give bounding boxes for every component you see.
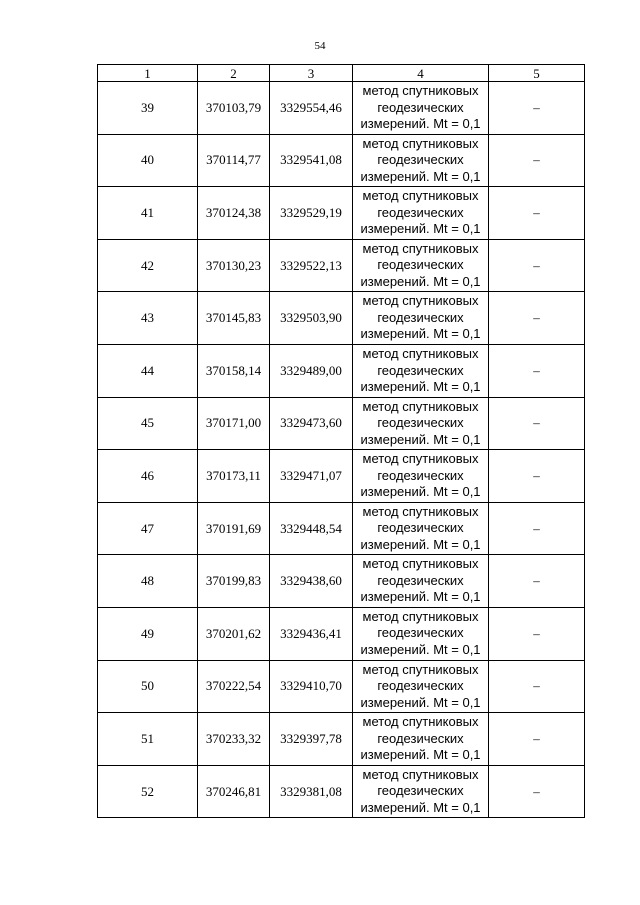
point-number-cell: 47 [98, 502, 198, 555]
method-line: метод спутниковых [362, 135, 479, 151]
x-coordinate-cell: 370145,83 [198, 292, 270, 345]
method-line: измерений. Mt = 0,1 [360, 326, 481, 342]
method-line: геодезических [377, 99, 464, 115]
method-line: измерений. Mt = 0,1 [360, 484, 481, 500]
table-body [98, 82, 585, 818]
method-line: измерений. Mt = 0,1 [360, 589, 481, 605]
x-coordinate-cell: 370199,83 [198, 555, 270, 608]
method-line: метод спутниковых [362, 188, 479, 204]
method-line: геодезических [377, 309, 464, 325]
method-line: геодезических [377, 257, 464, 273]
method-line: геодезических [377, 572, 464, 588]
note-cell: – [489, 660, 585, 713]
x-coordinate-cell: 370191,69 [198, 502, 270, 555]
table-row [98, 713, 585, 766]
column-header-3: 3 [270, 65, 353, 82]
method-cell [353, 292, 489, 345]
method-cell [353, 450, 489, 503]
point-number-cell: 49 [98, 607, 198, 660]
point-number-cell: 46 [98, 450, 198, 503]
table-row [98, 502, 585, 555]
method-line: метод спутниковых [362, 398, 479, 414]
coordinates-table [97, 64, 585, 818]
method-cell [353, 765, 489, 818]
note-cell: – [489, 187, 585, 240]
method-line: метод спутниковых [362, 83, 479, 99]
table-row [98, 765, 585, 818]
method-line: геодезических [377, 362, 464, 378]
y-coordinate-cell: 3329522,13 [270, 239, 353, 292]
method-line: метод спутниковых [362, 503, 479, 519]
note-cell: – [489, 292, 585, 345]
note-cell: – [489, 607, 585, 660]
point-number-cell: 43 [98, 292, 198, 345]
method-line: геодезических [377, 520, 464, 536]
method-line: метод спутниковых [362, 556, 479, 572]
method-line: геодезических [377, 625, 464, 641]
point-number-cell: 51 [98, 713, 198, 766]
method-line: метод спутниковых [362, 346, 479, 362]
x-coordinate-cell: 370246,81 [198, 765, 270, 818]
table-row [98, 187, 585, 240]
x-coordinate-cell: 370222,54 [198, 660, 270, 713]
column-header-4: 4 [353, 65, 489, 82]
x-coordinate-cell: 370103,79 [198, 82, 270, 135]
method-line: измерений. Mt = 0,1 [360, 747, 481, 763]
method-line: измерений. Mt = 0,1 [360, 273, 481, 289]
x-coordinate-cell: 370233,32 [198, 713, 270, 766]
method-line: геодезических [377, 678, 464, 694]
y-coordinate-cell: 3329471,07 [270, 450, 353, 503]
y-coordinate-cell: 3329448,54 [270, 502, 353, 555]
y-coordinate-cell: 3329438,60 [270, 555, 353, 608]
note-cell: – [489, 239, 585, 292]
note-cell: – [489, 397, 585, 450]
method-line: геодезических [377, 730, 464, 746]
method-line: метод спутниковых [362, 661, 479, 677]
x-coordinate-cell: 370114,77 [198, 134, 270, 187]
y-coordinate-cell: 3329410,70 [270, 660, 353, 713]
table-row [98, 134, 585, 187]
y-coordinate-cell: 3329489,00 [270, 344, 353, 397]
point-number-cell: 39 [98, 82, 198, 135]
method-line: метод спутниковых [362, 714, 479, 730]
table-row [98, 607, 585, 660]
note-cell: – [489, 765, 585, 818]
method-cell [353, 134, 489, 187]
note-cell: – [489, 713, 585, 766]
method-line: метод спутниковых [362, 608, 479, 624]
method-line: измерений. Mt = 0,1 [360, 799, 481, 815]
method-line: геодезических [377, 204, 464, 220]
column-header-5: 5 [489, 65, 585, 82]
method-line: измерений. Mt = 0,1 [360, 116, 481, 132]
method-line: измерений. Mt = 0,1 [360, 431, 481, 447]
note-cell: – [489, 555, 585, 608]
method-cell [353, 239, 489, 292]
point-number-cell: 41 [98, 187, 198, 240]
y-coordinate-cell: 3329554,46 [270, 82, 353, 135]
note-cell: – [489, 502, 585, 555]
method-line: метод спутниковых [362, 240, 479, 256]
point-number-cell: 50 [98, 660, 198, 713]
y-coordinate-cell: 3329541,08 [270, 134, 353, 187]
x-coordinate-cell: 370130,23 [198, 239, 270, 292]
x-coordinate-cell: 370171,00 [198, 397, 270, 450]
point-number-cell: 42 [98, 239, 198, 292]
method-line: метод спутниковых [362, 293, 479, 309]
method-cell [353, 82, 489, 135]
method-cell [353, 555, 489, 608]
point-number-cell: 48 [98, 555, 198, 608]
column-header-1: 1 [98, 65, 198, 82]
point-number-cell: 45 [98, 397, 198, 450]
method-line: измерений. Mt = 0,1 [360, 641, 481, 657]
table-row [98, 344, 585, 397]
method-line: измерений. Mt = 0,1 [360, 694, 481, 710]
point-number-cell: 44 [98, 344, 198, 397]
method-line: измерений. Mt = 0,1 [360, 379, 481, 395]
method-line: геодезических [377, 783, 464, 799]
method-line: метод спутниковых [362, 451, 479, 467]
table-row [98, 555, 585, 608]
method-line: измерений. Mt = 0,1 [360, 168, 481, 184]
method-cell [353, 607, 489, 660]
method-cell [353, 397, 489, 450]
point-number-cell: 40 [98, 134, 198, 187]
table-row [98, 82, 585, 135]
note-cell: – [489, 450, 585, 503]
y-coordinate-cell: 3329473,60 [270, 397, 353, 450]
y-coordinate-cell: 3329503,90 [270, 292, 353, 345]
point-number-cell: 52 [98, 765, 198, 818]
method-line: геодезических [377, 467, 464, 483]
page-number: 54 [314, 40, 326, 52]
x-coordinate-cell: 370173,11 [198, 450, 270, 503]
table-header-row [98, 65, 585, 82]
method-cell [353, 344, 489, 397]
x-coordinate-cell: 370201,62 [198, 607, 270, 660]
y-coordinate-cell: 3329397,78 [270, 713, 353, 766]
method-line: измерений. Mt = 0,1 [360, 221, 481, 237]
x-coordinate-cell: 370124,38 [198, 187, 270, 240]
method-line: измерений. Mt = 0,1 [360, 536, 481, 552]
method-cell [353, 660, 489, 713]
table-row [98, 660, 585, 713]
y-coordinate-cell: 3329381,08 [270, 765, 353, 818]
column-header-2: 2 [198, 65, 270, 82]
method-cell [353, 502, 489, 555]
method-line: метод спутниковых [362, 766, 479, 782]
method-line: геодезических [377, 415, 464, 431]
table-row [98, 292, 585, 345]
table-row [98, 397, 585, 450]
method-cell [353, 713, 489, 766]
note-cell: – [489, 82, 585, 135]
table-row [98, 239, 585, 292]
note-cell: – [489, 344, 585, 397]
method-cell [353, 187, 489, 240]
y-coordinate-cell: 3329529,19 [270, 187, 353, 240]
method-line: геодезических [377, 152, 464, 168]
y-coordinate-cell: 3329436,41 [270, 607, 353, 660]
table-row [98, 450, 585, 503]
x-coordinate-cell: 370158,14 [198, 344, 270, 397]
note-cell: – [489, 134, 585, 187]
